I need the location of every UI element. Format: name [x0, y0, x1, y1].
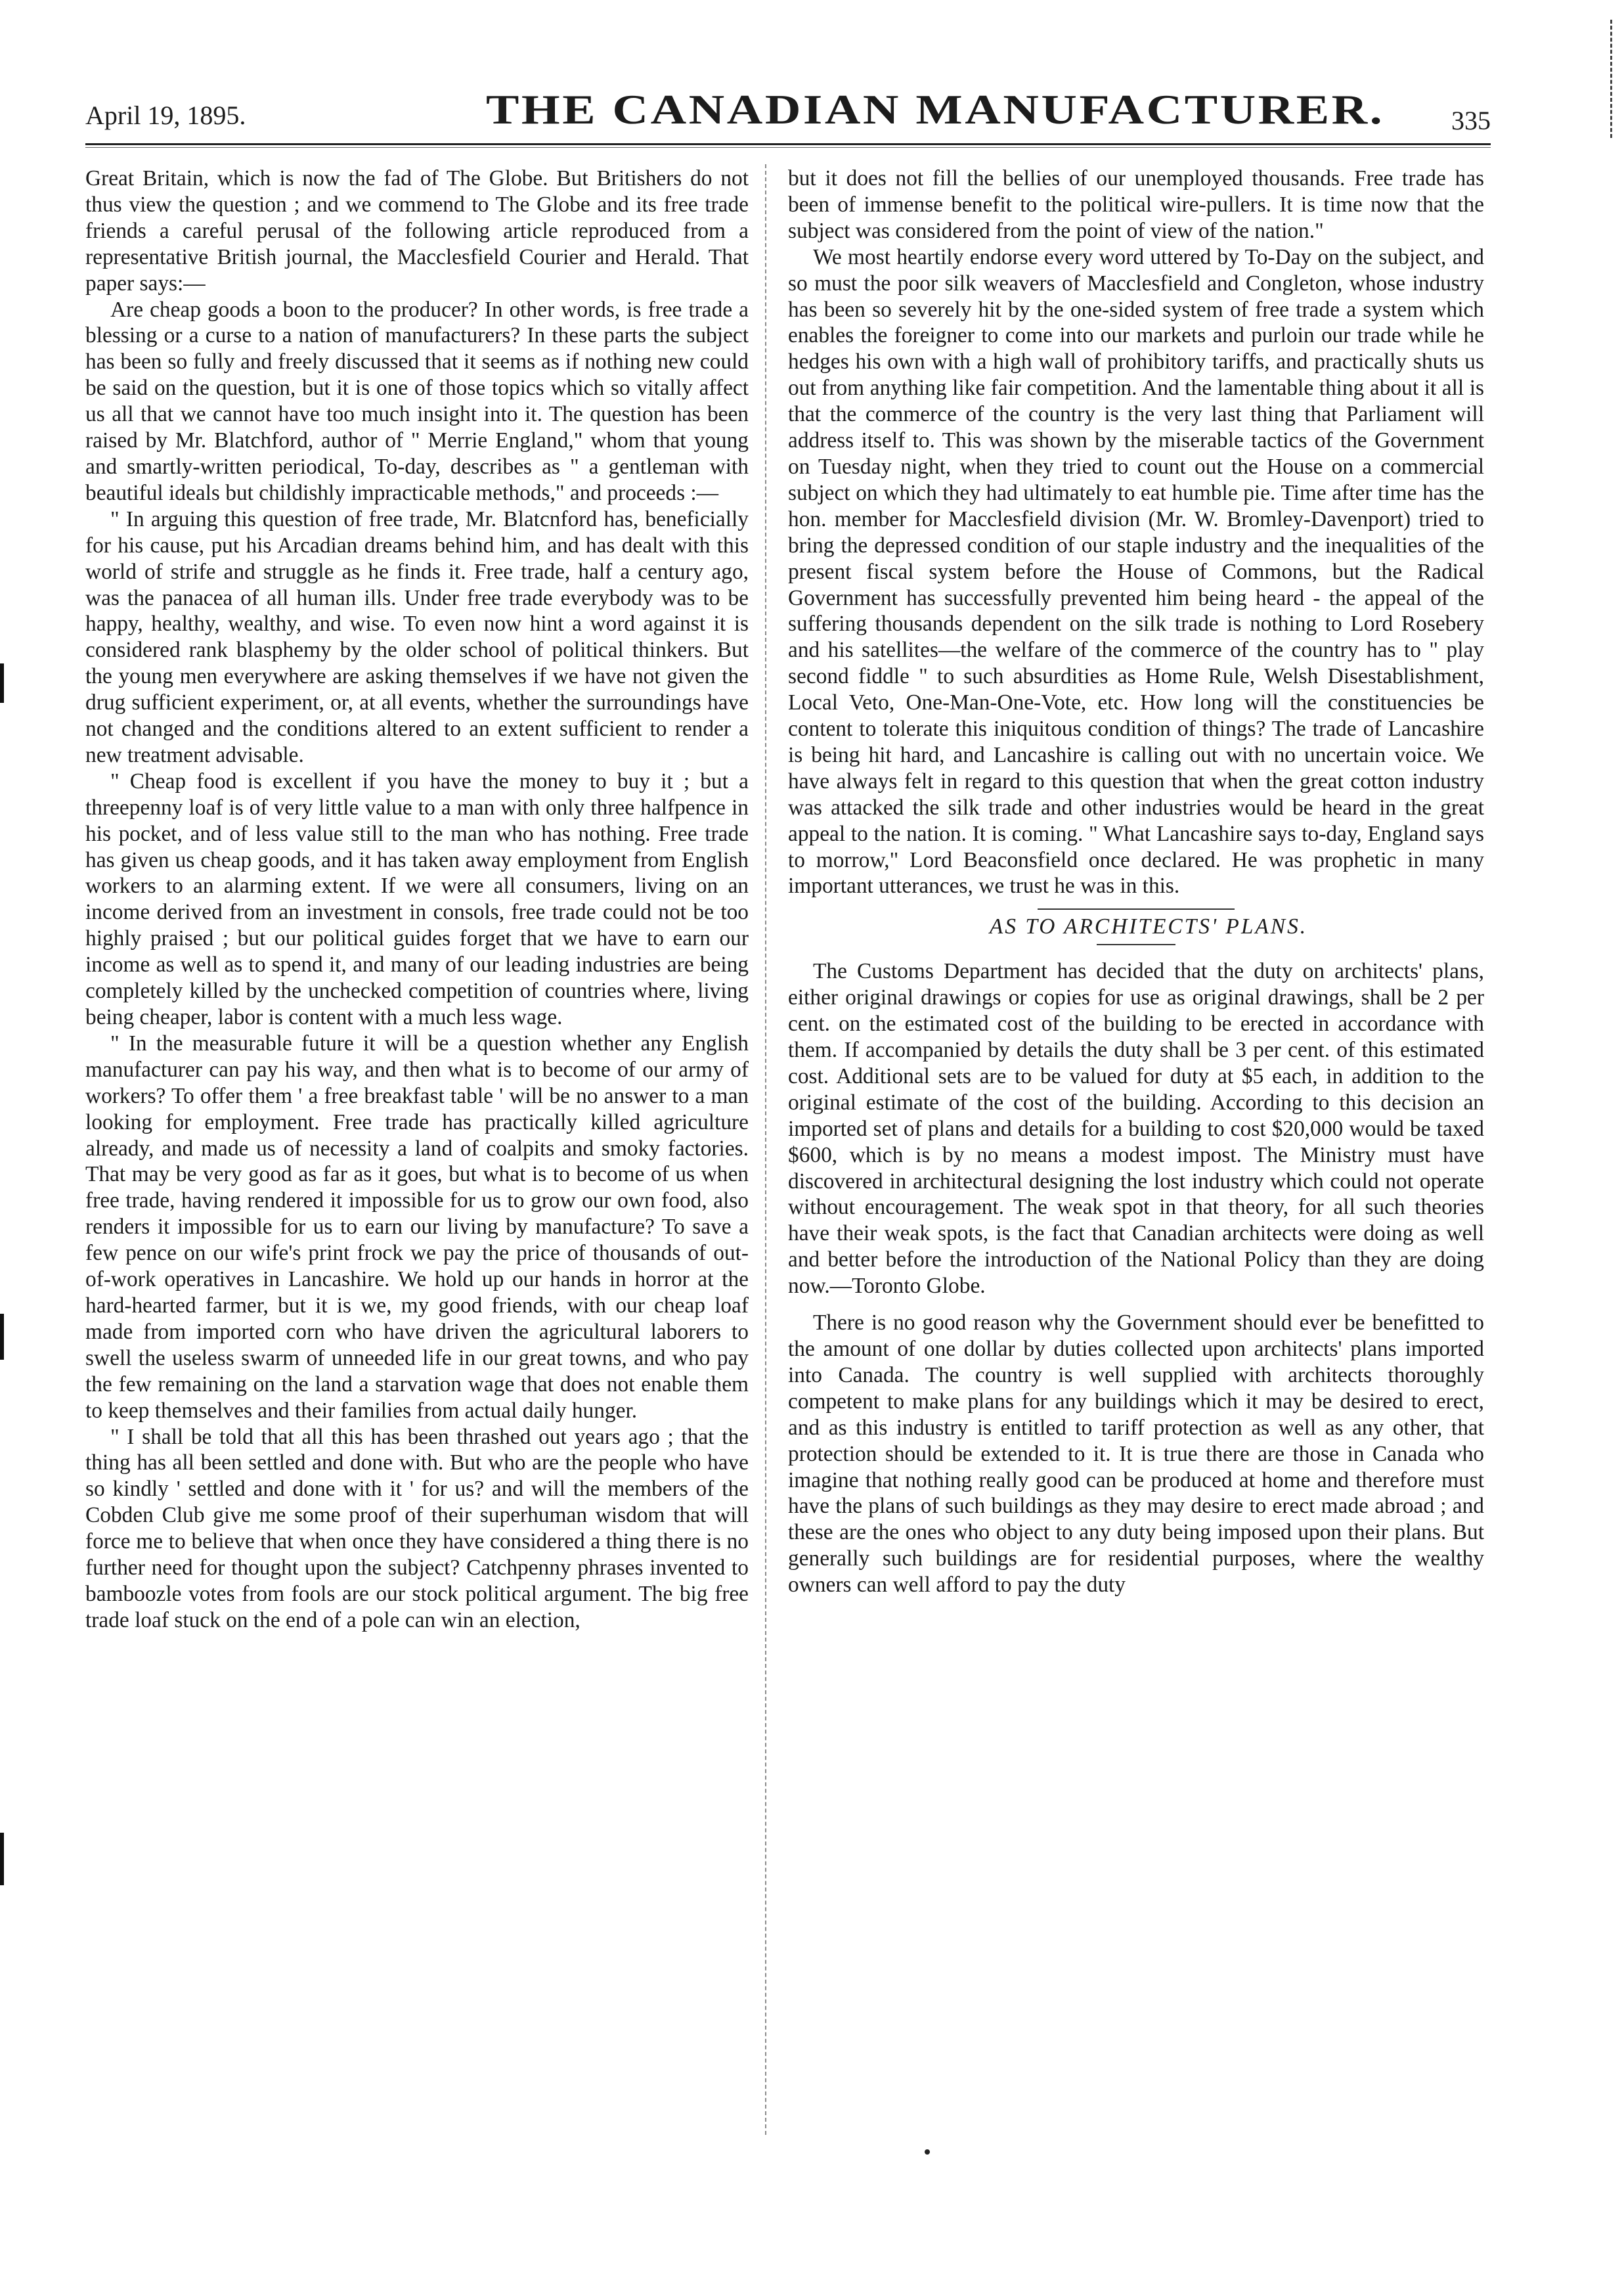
- section-rule-top: [1038, 908, 1235, 910]
- issue-date: April 19, 1895.: [85, 101, 246, 130]
- scan-edge-mark: [0, 1833, 4, 1885]
- article-paragraph: " Cheap food is excellent if you have the money to buy it ; but a threepenny loaf is of very little value to a man with only three halfpence in his pocket, and of less value still to the man who has nothing. Free trade has given us cheap goods, and it has taken away employment from English workers to an alarming extent. If we were all consumers, living on an income derived from an investment in consols, free trade could not be too highly praised ; but our political guides forget that we have to earn our income as well as to spend it, and many of our leading industries are being completely killed by the unchecked competition of countries where, living being cheaper, labor is content with a much less wage.: [85, 769, 749, 1029]
- article-paragraph: " I shall be told that all this has been thrashed out years ago ; that the thing has all been settled and done with. But who are the people who have so kindly ' settled and done with it ' for us? and will the members of the Cobden Club give me some proof of their superhuman wisdom that will force me to believe that when once they have considered a thing there is no further need for thought upon the subject? Catchpenny phrases invented to bamboozle votes from fools are our stock political argument. The big free trade loaf stuck on the end of a pole can win an election,: [85, 1424, 749, 1632]
- header-rule: [85, 143, 1491, 148]
- publication-title: THE CANADIAN MANUFACTURER.: [486, 86, 1385, 133]
- page-header: [85, 85, 1491, 145]
- right-column: [788, 166, 1484, 1598]
- scan-edge-mark: [0, 1314, 4, 1360]
- paragraph-gap: [788, 1299, 1484, 1310]
- article-paragraph: Are cheap goods a boon to the producer? In other words, is free trade a blessing or a curse to a nation of manufacturers? In these parts the subject has been so fully and freely discussed that it seems as if nothing new could be said on the question, but it is one of those topics which so vitally affect us all that we cannot have too much insight into it. The question has been raised by Mr. Blatchford, author of " Merrie England," whom that young and smartly-written periodical, To-day, describes as " a gentleman with beautiful ideals but childishly impracticable methods," and proceeds :—: [85, 297, 749, 505]
- left-column: [85, 166, 749, 1634]
- section-heading: AS TO ARCHITECTS' PLANS.: [989, 914, 1308, 939]
- article-paragraph: Great Britain, which is now the fad of The Globe. But Britishers do not thus view the question ; and we commend to The Globe and its free trade friends a careful perusal of the following article reproduced from a representative British journal, the Macclesfield Courier and Herald. That paper says:—: [85, 166, 749, 296]
- article-paragraph: The Customs Department has decided that the duty on architects' plans, either original drawings or copies for use as original drawings, shall be 2 per cent. on the estimated cost of the building to be erected in accordance with them. If accompanied by details the duty shall be 3 per cent. of this estimated cost. Additional sets are to be valued for duty at $5 each, in addition to the original estimate of the cost of the building. According to this decision an imported set of plans and details for a building to cost $20,000 would be taxed $600, which is by no means a modest impost. The Ministry must have discovered in architectural designing the lost industry which could not operate without encouragement. The weak spot in that theory, for all such theories have their weak spots, is the fact that Canadian architects were doing as well and better before the introduction of the National Policy than they are doing now.—Toronto Globe.: [788, 959, 1484, 1299]
- article-paragraph: " In arguing this question of free trade, Mr. Blatcnford has, beneficially for his cause, put his Arcadian dreams behind him, and has dealt with this world of strife and struggle as he finds it. Free trade, half a century ago, was the panacea of all human ills. Under free trade everybody was to be happy, healthy, wealthy, and wise. To even now hint a word against it is considered rank blasphemy by the older school of political thinkers. But the young men everywhere are asking themselves if we have not given the drug sufficient experiment, or, at all events, whether the surroundings have not changed and the conditions altered to an extent sufficient to render a new treatment advisable.: [85, 506, 749, 767]
- article-paragraph: There is no good reason why the Government should ever be benefitted to the amount of one dollar by duties collected upon architects' plans imported into Canada. The country is well supplied with architects thoroughly competent to make plans for any buildings which it may be desired to erect, and as this industry is entitled to tariff protection as well as any other, that protection should be extended to it. It is true there are those in Canada who imagine that nothing really good can be produced at home and therefore must have the plans of such buildings as they may desire to erect made abroad ; and these are the ones who object to any duty being imposed upon their plans. But generally such buildings are for residential purposes, where the wealthy owners can well afford to pay the duty: [788, 1310, 1484, 1598]
- print-dot: [925, 2149, 930, 2155]
- article-paragraph: We most heartily endorse every word uttered by To-Day on the subject, and so must the poor silk weavers of Macclesfield and Congleton, whose industry has been so severely hit by the one-sided system of free trade a system which enables the foreigner to come into our markets and purloin our trade while he hedges his own with a high wall of prohibitory tariffs, and practically shuts us out from anything like fair competition. And the lamentable thing about it all is that the commerce of the country is the very last thing that Parliament will address itself to. This was shown by the miserable tactics of the Government on Tuesday night, when they tried to count out the House on a commercial subject on which they had ultimately to eat humble pie. Time after time has the hon. member for Macclesfield division (Mr. W. Bromley-Davenport) tried to bring the depressed condition of our staple industry and the inequalities of the present fiscal system before the House of Commons, but the Radical Government has successfully prevented him being heard - the appeal of the suffering thousands dependent on the silk trade is nothing to Lord Rosebery and his satellites—the welfare of the commerce of the country has to " play second fiddle " to such absurdities as Home Rule, Welsh Disestablishment, Local Veto, One-Man-One-Vote, etc. How long will the constituencies be content to tolerate this iniquitous condition of things? The trade of Lancashire is being hit hard, and Lancashire is calling out with no uncertain voice. We have always felt in regard to this question that when the great cotton industry was attacked the silk trade and other industries would be heard in the great appeal to the nation. It is coming. " What Lancashire says to-day, England says to morrow," Lord Beaconsfield once declared. He was prophetic in many important utterances, we trust he was in this.: [788, 244, 1484, 899]
- column-divider: [765, 164, 766, 2135]
- article-paragraph: " In the measurable future it will be a question whether any English manufacturer can pay his way, and then what is to become of our army of workers? To offer them ' a free breakfast table ' will be no answer to a man looking for employment. Free trade has practically killed agriculture already, and made us of necessity a land of coalpits and smoky factories. That may be very good as far as it goes, but what is to become of us when free trade, having rendered it impossible for us to grow our own food, also renders it impossible for us to earn our living by manufacture? To save a few pence on our wife's print frock we pay the price of thousands of out-of-work operatives in Lancashire. We hold up our hands in horror at the hard-hearted farmer, but it is we, my good friends, with our cheap loaf made from imported corn who have driven the agricultural laborers to swell the useless swarm of unneeded life in our great towns, and who pay the few remaining on the land a starvation wage that does not enable them to keep themselves and their families from actual daily hunger.: [85, 1031, 749, 1423]
- article-paragraph: but it does not fill the bellies of our unemployed thousands. Free trade has been of immense benefit to the political wire-pullers. It is time now that the subject was considered from the point of view of the nation.": [788, 166, 1484, 243]
- page-number: 335: [1451, 106, 1491, 135]
- section-rule-bottom: [1097, 944, 1175, 945]
- scan-edge-mark: [1610, 20, 1612, 138]
- scan-edge-mark: [0, 663, 4, 703]
